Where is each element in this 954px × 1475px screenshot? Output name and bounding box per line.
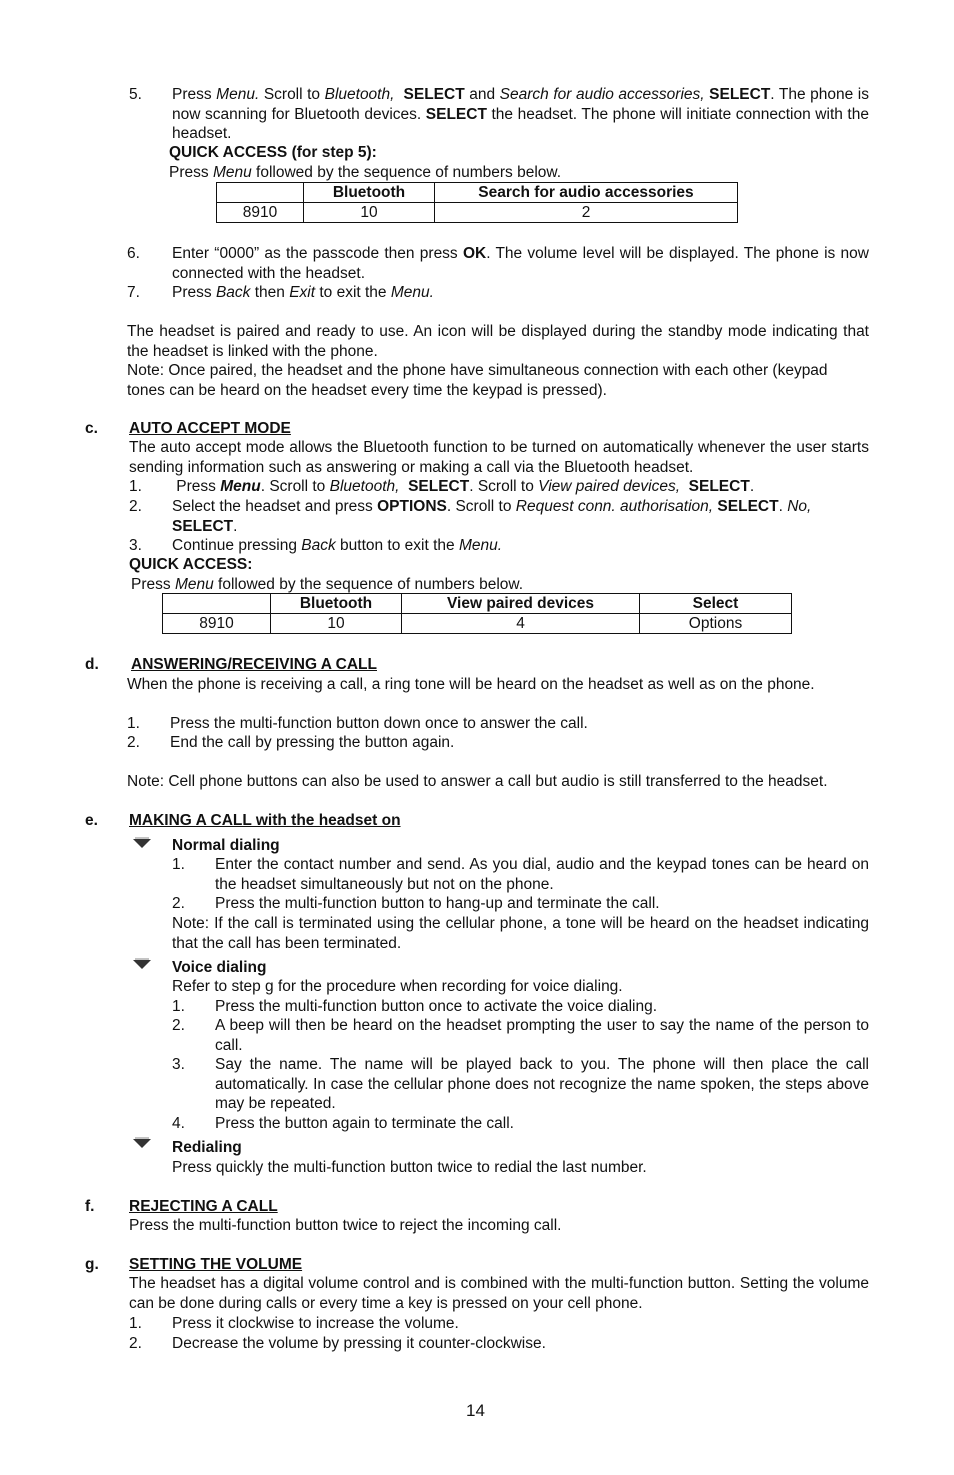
section-g-step-1-number: 1. (129, 1315, 142, 1332)
step-7-text: Press Back then Exit to exit the Menu. (172, 284, 434, 301)
qa-c-header-select: Select (640, 594, 792, 614)
qa-c-header-bluetooth: Bluetooth (271, 594, 402, 614)
section-g-step-2-number: 2. (129, 1335, 142, 1352)
step-7-number: 7. (127, 284, 140, 301)
qa5-value-bluetooth: 10 (304, 203, 435, 223)
quick-access-step5-intro: Press Menu followed by the sequence of numbers below. (169, 164, 562, 181)
qa-c-value-menu: 8910 (163, 614, 271, 634)
section-d-title: ANSWERING/RECEIVING A CALL (131, 656, 377, 673)
section-e-letter: e. (85, 812, 98, 829)
section-c-letter: c. (85, 420, 98, 437)
section-e-title: MAKING A CALL with the headset on (129, 812, 401, 829)
section-c-step-3-text: Continue pressing Back button to exit the Menu. (172, 537, 503, 554)
paired-note: Note: Once paired, the headset and the phone have simultaneous connection with each other (keypad tones can be heard on the headset every time the keypad is pressed). (127, 362, 828, 399)
section-d-step-2-text: End the call by pressing the button again. (170, 734, 455, 751)
section-c-quick-access-title: QUICK ACCESS: (129, 556, 253, 573)
section-d-note: Note: Cell phone buttons can also be used to answer a call but audio is still transferred to the headset. (127, 773, 828, 790)
qa-c-header-empty (163, 594, 271, 614)
section-g-letter: g. (85, 1256, 99, 1273)
voice-dialing-step-2-text: A beep will then be heard on the headset prompting the user to say the name of the person to call. (215, 1017, 869, 1054)
qa-c-header-view-paired: View paired devices (402, 594, 640, 614)
section-c-title: AUTO ACCEPT MODE (129, 420, 291, 437)
section-d-step-1-text: Press the multi-function button down once to answer the call. (170, 715, 588, 732)
section-c-intro: The auto accept mode allows the Bluetooth function to be turned on automatically whenever the user starts sending information such as answering or making a call via the Bluetooth headset. (129, 439, 869, 476)
bullet-arrow-icon (131, 836, 153, 850)
step-5-text: Press Menu. Scroll to Bluetooth, SELECT and Search for audio accessories, SELECT. The phone is now scanning for Bluetooth devices. SELECT the headset. The phone will initiate connection with the headset. (172, 86, 869, 142)
qa5-header-bluetooth: Bluetooth (304, 183, 435, 203)
section-c-step-1-text: Press Menu. Scroll to Bluetooth, SELECT. Scroll to View paired devices, SELECT. (172, 478, 755, 495)
qa-c-value-view-paired: 4 (402, 614, 640, 634)
section-f-title: REJECTING A CALL (129, 1198, 278, 1215)
voice-dialing-title: Voice dialing (172, 959, 267, 976)
normal-dialing-title: Normal dialing (172, 837, 280, 854)
qa-c-value-bluetooth: 10 (271, 614, 402, 634)
quick-access-step5-table (216, 182, 738, 223)
voice-dialing-step-3-number: 3. (172, 1056, 185, 1073)
section-g-step-1-text: Press it clockwise to increase the volume. (172, 1315, 459, 1332)
section-g-step-2-text: Decrease the volume by pressing it counter-clockwise. (172, 1335, 546, 1352)
step-5-number: 5. (129, 86, 142, 103)
bullet-arrow-icon (131, 957, 153, 971)
qa5-value-menu: 8910 (217, 203, 304, 223)
page-number: 14 (466, 1401, 485, 1420)
section-d-letter: d. (85, 656, 99, 673)
redialing-title: Redialing (172, 1139, 242, 1156)
voice-dialing-step-3-text: Say the name. The name will be played back to you. The phone will then place the call automatically. In case the cellular phone does not recognize the name spoken, the steps above may be repeated. (215, 1056, 869, 1112)
voice-dialing-intro: Refer to step g for the procedure when recording for voice dialing. (172, 978, 623, 995)
section-c-step-3-number: 3. (129, 537, 142, 554)
normal-dialing-note: Note: If the call is terminated using the cellular phone, a tone will be heard on the headset indicating that the call has been terminated. (172, 915, 869, 952)
qa5-header-empty (217, 183, 304, 203)
section-c-step-2-text: Select the headset and press OPTIONS. Scroll to Request conn. authorisation, SELECT. No, SELECT. (172, 498, 812, 535)
section-g-title: SETTING THE VOLUME (129, 1256, 303, 1273)
voice-dialing-step-4-number: 4. (172, 1115, 185, 1132)
normal-dialing-step-2-text: Press the multi-function button to hang-up and terminate the call. (215, 895, 660, 912)
section-f-letter: f. (85, 1198, 95, 1215)
step-6-text: Enter “0000” as the passcode then press OK. The volume level will be displayed. The phone is now connected with the headset. (172, 245, 869, 282)
voice-dialing-step-2-number: 2. (172, 1017, 185, 1034)
normal-dialing-step-1-text: Enter the contact number and send. As you dial, audio and the keypad tones can be heard on the headset simultaneously but not on the phone. (215, 856, 869, 893)
section-c-step-1-number: 1. (129, 478, 142, 495)
section-c-step-2-number: 2. (129, 498, 142, 515)
voice-dialing-step-1-text: Press the multi-function button once to activate the voice dialing. (215, 998, 657, 1015)
step-6-number: 6. (127, 245, 140, 262)
qa5-header-search: Search for audio accessories (435, 183, 738, 203)
normal-dialing-step-1-number: 1. (172, 856, 185, 873)
redialing-text: Press quickly the multi-function button twice to redial the last number. (172, 1159, 647, 1176)
qa-c-value-select: Options (640, 614, 792, 634)
section-d-step-1-number: 1. (127, 715, 140, 732)
bullet-arrow-icon (131, 1136, 153, 1150)
section-f-text: Press the multi-function button twice to reject the incoming call. (129, 1217, 562, 1234)
section-d-intro: When the phone is receiving a call, a ring tone will be heard on the headset as well as on the phone. (127, 676, 815, 693)
normal-dialing-step-2-number: 2. (172, 895, 185, 912)
voice-dialing-step-4-text: Press the button again to terminate the call. (215, 1115, 514, 1132)
section-g-text: The headset has a digital volume control and is combined with the multi-function button. Setting the volume can be done during calls or every time a key is pressed on your cell phone. (129, 1275, 869, 1312)
quick-access-step5-title: QUICK ACCESS (for step 5): (169, 144, 377, 161)
paired-paragraph: The headset is paired and ready to use. An icon will be displayed during the standby mode indicating that the headset is linked with the phone. (127, 323, 869, 360)
section-c-quick-access-table (162, 593, 792, 634)
voice-dialing-step-1-number: 1. (172, 998, 185, 1015)
qa5-value-search: 2 (435, 203, 738, 223)
section-d-step-2-number: 2. (127, 734, 140, 751)
section-c-quick-access-intro: Press Menu followed by the sequence of numbers below. (131, 576, 524, 593)
